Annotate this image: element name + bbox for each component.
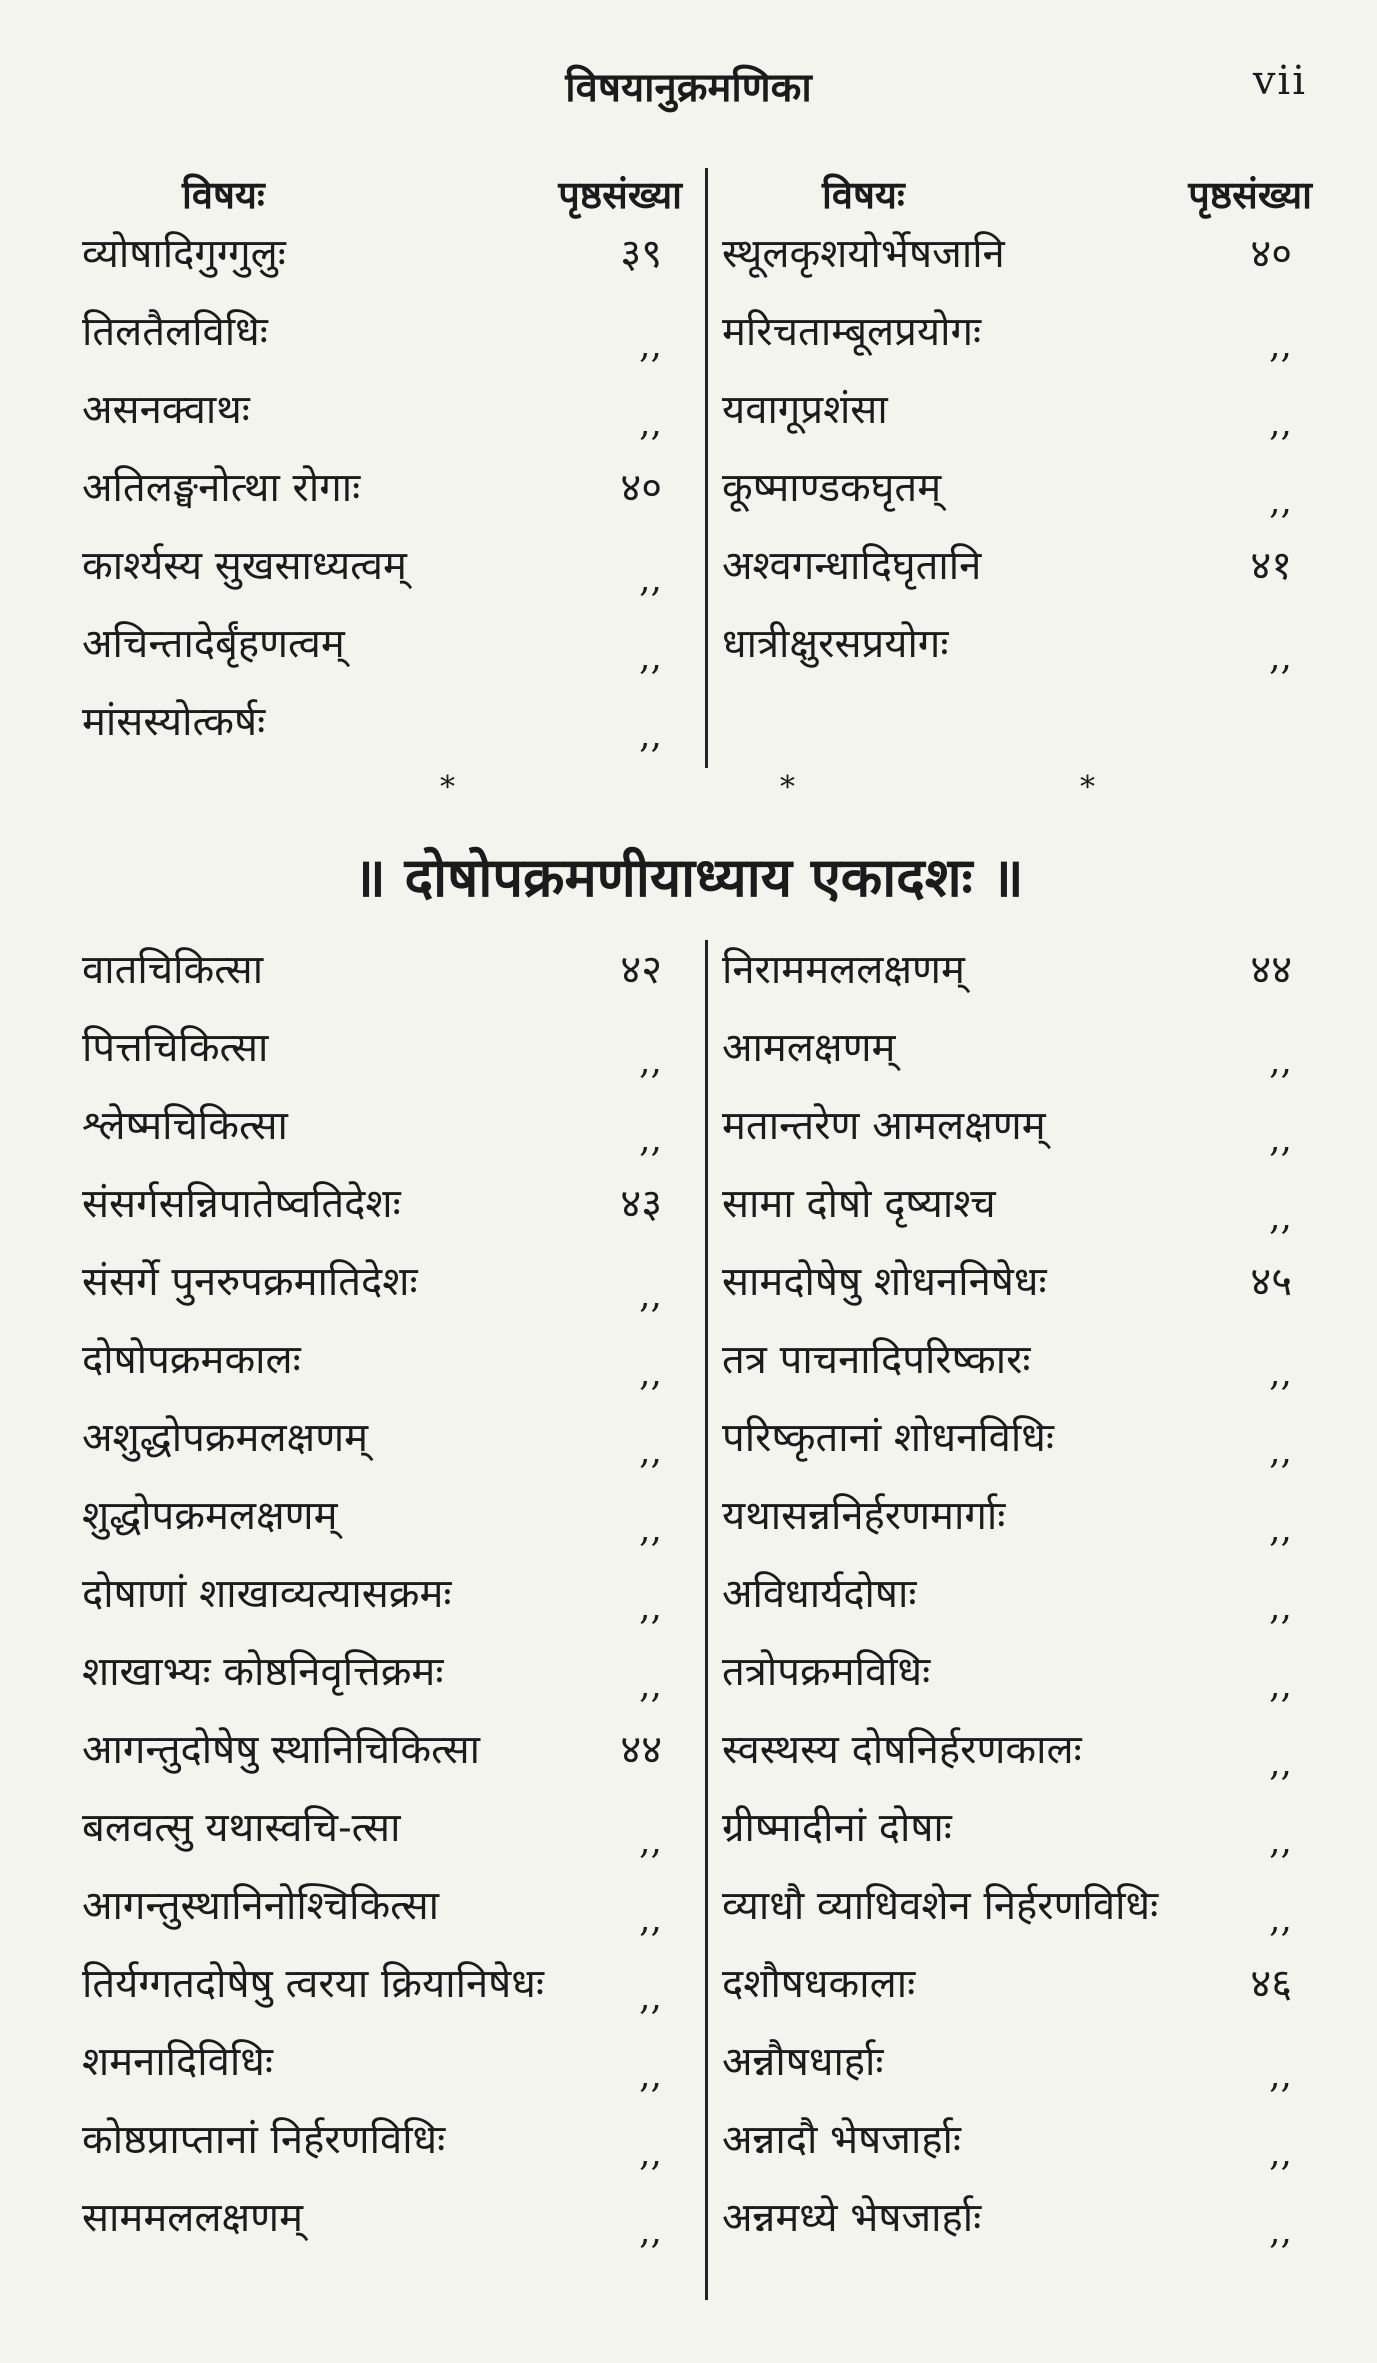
index-entry — [722, 1798, 1312, 1876]
index-entry — [82, 1096, 682, 1174]
entry-topic: संसर्गे पुनरुपक्रमातिदेशः — [82, 1259, 418, 1305]
entry-topic: तिर्यग्गतदोषेषु त्वरया क्रियानिषेधः — [82, 1961, 544, 2007]
entry-page: ,, — [639, 1431, 662, 1472]
entry-page: ,, — [639, 2055, 662, 2096]
index-entry — [82, 692, 682, 770]
entry-topic: यथासन्ननिर्हरणमार्गाः — [722, 1493, 1006, 1539]
index-entry — [82, 1720, 682, 1798]
entry-page: ३९ — [620, 231, 662, 277]
entry-topic: मांसस्योत्कर्षः — [82, 699, 266, 745]
entry-page: ,, — [1269, 2211, 1292, 2252]
entry-topic: अशुद्धोपक्रमलक्षणम् — [82, 1415, 369, 1461]
index-entry — [82, 2188, 682, 2266]
entry-page: ,, — [639, 1119, 662, 1160]
index-entry — [722, 1018, 1312, 1096]
entry-page: ,, — [639, 2211, 662, 2252]
separator-star: * — [1080, 770, 1095, 805]
entry-page: ,, — [639, 1821, 662, 1862]
index-entry — [722, 1486, 1312, 1564]
entry-page: ४२ — [620, 947, 662, 993]
entry-topic: शुद्धोपक्रमलक्षणम् — [82, 1493, 338, 1539]
entry-topic: दोषोपक्रमकालः — [82, 1337, 301, 1383]
index-entry — [722, 1564, 1312, 1642]
entry-page: ,, — [639, 715, 662, 756]
entry-page: ४६ — [1250, 1961, 1292, 2007]
entry-page: ,, — [639, 1665, 662, 1706]
entry-topic: स्थूलकृशयोर्भेषजानि — [722, 231, 1005, 277]
index-entry — [82, 302, 682, 380]
entry-topic: कूष्माण्डकघृतम् — [722, 465, 942, 511]
entry-page: ,, — [1269, 1821, 1292, 1862]
index-entry — [722, 940, 1312, 1018]
page-heading: पृष्ठसंख्या — [1188, 172, 1312, 217]
entry-page: ४४ — [1250, 947, 1292, 993]
entry-page: ,, — [1269, 1197, 1292, 1238]
index-entry — [82, 2032, 682, 2110]
index-entry — [82, 1954, 682, 2032]
entry-page: ४० — [1250, 231, 1292, 277]
entry-topic: सामदोषेषु शोधननिषेधः — [722, 1259, 1047, 1305]
page-number: vii — [1252, 58, 1307, 104]
entry-page: ,, — [1269, 2133, 1292, 2174]
index-entry — [722, 2188, 1312, 2266]
entry-topic: कोष्ठप्राप्तानां निर्हरणविधिः — [82, 2117, 446, 2163]
index-entry — [82, 940, 682, 1018]
entry-topic: यवागूप्रशंसा — [722, 387, 888, 433]
entry-topic: दोषाणां शाखाव्यत्यासक्रमः — [82, 1571, 452, 1617]
entry-list — [722, 224, 1312, 692]
entry-topic: व्योषादिगुग्गुलुः — [82, 231, 286, 277]
index-entry — [82, 1018, 682, 1096]
entry-topic: अतिलङ्घनोत्था रोगाः — [82, 465, 361, 511]
entry-page: ४१ — [1250, 543, 1292, 589]
entry-page: ,, — [1269, 1665, 1292, 1706]
separator-star: * — [440, 770, 455, 805]
entry-topic: अचिन्तादेर्बृंहणत्वम् — [82, 621, 345, 667]
entry-page: ,, — [639, 1587, 662, 1628]
entry-topic: स्वस्थस्य दोषनिर्हरणकालः — [722, 1727, 1082, 1773]
entry-topic: सामा दोषो दृष्याश्च — [722, 1181, 996, 1227]
entry-topic: कार्श्यस्य सुखसाध्यत्वम् — [82, 543, 407, 589]
entry-topic: तत्रोपक्रमविधिः — [722, 1649, 931, 1695]
entry-page: ,, — [639, 1509, 662, 1550]
index-entry — [722, 1174, 1312, 1252]
entry-topic: आगन्तुदोषेषु स्थानिचिकित्सा — [82, 1727, 480, 1773]
entry-topic: मरिचताम्बूलप्रयोगः — [722, 309, 982, 355]
index-entry — [722, 614, 1312, 692]
entry-topic: तिलतैलविधिः — [82, 309, 268, 355]
entry-page: ४३ — [620, 1181, 662, 1227]
index-entry — [82, 1486, 682, 1564]
topic-heading: विषयः — [822, 172, 905, 217]
index-entry — [82, 1876, 682, 1954]
index-entry — [722, 1876, 1312, 1954]
left-column — [82, 940, 682, 2266]
entry-page: ,, — [1269, 1119, 1292, 1160]
entry-topic: आगन्तुस्थानिनोश्चिकित्सा — [82, 1883, 439, 1929]
index-entry — [722, 1096, 1312, 1174]
index-entry — [82, 1252, 682, 1330]
entry-topic: मतान्तरेण आमलक्षणम् — [722, 1103, 1046, 1149]
entry-page: ,, — [639, 637, 662, 678]
index-entry — [722, 380, 1312, 458]
index-entry — [722, 1720, 1312, 1798]
right-column — [722, 940, 1312, 2266]
entry-page: ,, — [639, 1899, 662, 1940]
right-column — [722, 168, 1312, 692]
index-entry — [722, 224, 1312, 302]
entry-topic: आमलक्षणम् — [722, 1025, 896, 1071]
index-entry — [82, 614, 682, 692]
entry-topic: साममललक्षणम् — [82, 2195, 303, 2241]
entry-topic: अन्नादौ भेषजार्हाः — [722, 2117, 961, 2163]
column-header — [722, 168, 1312, 224]
index-entry — [722, 1408, 1312, 1486]
index-entry — [722, 2032, 1312, 2110]
entry-topic: असनक्वाथः — [82, 387, 250, 433]
index-entry — [722, 458, 1312, 536]
index-entry — [722, 1330, 1312, 1408]
index-entry — [722, 1642, 1312, 1720]
entry-page: ,, — [1269, 637, 1292, 678]
index-entry — [82, 1330, 682, 1408]
index-entry — [82, 2110, 682, 2188]
chapter-title: ॥ दोषोपक्रमणीयाध्याय एकादशः ॥ — [353, 845, 1024, 909]
entry-topic: परिष्कृतानां शोधनविधिः — [722, 1415, 1054, 1461]
entry-topic: अन्नमध्ये भेषजार्हाः — [722, 2195, 982, 2241]
entry-page: ,, — [1269, 481, 1292, 522]
index-entry — [722, 1954, 1312, 2032]
index-entry — [722, 2110, 1312, 2188]
entry-page: ,, — [1269, 1041, 1292, 1082]
entry-topic: दशौषधकालाः — [722, 1961, 916, 2007]
index-entry — [82, 1174, 682, 1252]
entry-page: ,, — [1269, 2055, 1292, 2096]
entry-topic: तत्र पाचनादिपरिष्कारः — [722, 1337, 1031, 1383]
index-entry — [82, 1408, 682, 1486]
entry-topic: ग्रीष्मादीनां दोषाः — [722, 1805, 952, 1851]
entry-page: ,, — [1269, 1743, 1292, 1784]
entry-page: ,, — [1269, 1587, 1292, 1628]
index-section-1 — [82, 168, 1312, 768]
entry-page: ,, — [639, 1275, 662, 1316]
separator-star: * — [780, 770, 795, 805]
entry-topic: शमनादिविधिः — [82, 2039, 273, 2085]
entry-topic: श्लेष्मचिकित्सा — [82, 1103, 288, 1149]
entry-page: ,, — [639, 403, 662, 444]
index-entry — [82, 1564, 682, 1642]
index-entry — [722, 302, 1312, 380]
entry-topic: बलवत्सु यथास्वचि-त्सा — [82, 1805, 401, 1851]
left-column — [82, 168, 682, 770]
entry-page: ,, — [1269, 1431, 1292, 1472]
index-entry — [82, 380, 682, 458]
page-header — [0, 58, 1377, 118]
entry-page: ,, — [1269, 325, 1292, 366]
entry-page: ,, — [1269, 1509, 1292, 1550]
entry-page: ,, — [1269, 403, 1292, 444]
entry-page: ,, — [1269, 1899, 1292, 1940]
index-entry — [82, 224, 682, 302]
entry-topic: निराममललक्षणम् — [722, 947, 965, 993]
entry-topic: पित्तचिकित्सा — [82, 1025, 269, 1071]
entry-page: ,, — [639, 325, 662, 366]
index-section-2 — [82, 940, 1312, 2300]
entry-list — [82, 224, 682, 770]
entry-topic: अन्नौषधार्हाः — [722, 2039, 884, 2085]
index-entry — [82, 536, 682, 614]
index-entry — [82, 1642, 682, 1720]
entry-page: ४५ — [1250, 1259, 1292, 1305]
entry-page: ,, — [639, 2133, 662, 2174]
index-entry — [722, 536, 1312, 614]
entry-page: ,, — [639, 559, 662, 600]
entry-page: ,, — [1269, 1353, 1292, 1394]
entry-page: ४४ — [620, 1727, 662, 1773]
entry-list — [82, 940, 682, 2266]
entry-topic: अविधार्यदोषाः — [722, 1571, 917, 1617]
column-divider — [705, 168, 708, 768]
entry-topic: वातचिकित्सा — [82, 947, 264, 993]
entry-page: ,, — [639, 1041, 662, 1082]
column-header — [82, 168, 682, 224]
topic-heading: विषयः — [182, 172, 265, 217]
entry-page: ,, — [639, 1977, 662, 2018]
entry-page: ४० — [620, 465, 662, 511]
entry-topic: अश्वगन्धादिघृतानि — [722, 543, 982, 589]
entry-page: ,, — [639, 1353, 662, 1394]
entry-topic: शाखाभ्यः कोष्ठनिवृत्तिक्रमः — [82, 1649, 444, 1695]
index-entry — [82, 458, 682, 536]
index-entry — [82, 1798, 682, 1876]
entry-topic: धात्रीक्षुरसप्रयोगः — [722, 621, 949, 667]
entry-topic: संसर्गसन्निपातेष्वतिदेशः — [82, 1181, 401, 1227]
page-heading: पृष्ठसंख्या — [558, 172, 682, 217]
page-title: विषयानुक्रमणिका — [565, 64, 812, 111]
column-divider — [705, 940, 708, 2300]
entry-topic: व्याधौ व्याधिवशेन निर्हरणविधिः — [722, 1883, 1159, 1929]
entry-list — [722, 940, 1312, 2266]
separator-stars — [0, 770, 1377, 810]
index-entry — [722, 1252, 1312, 1330]
